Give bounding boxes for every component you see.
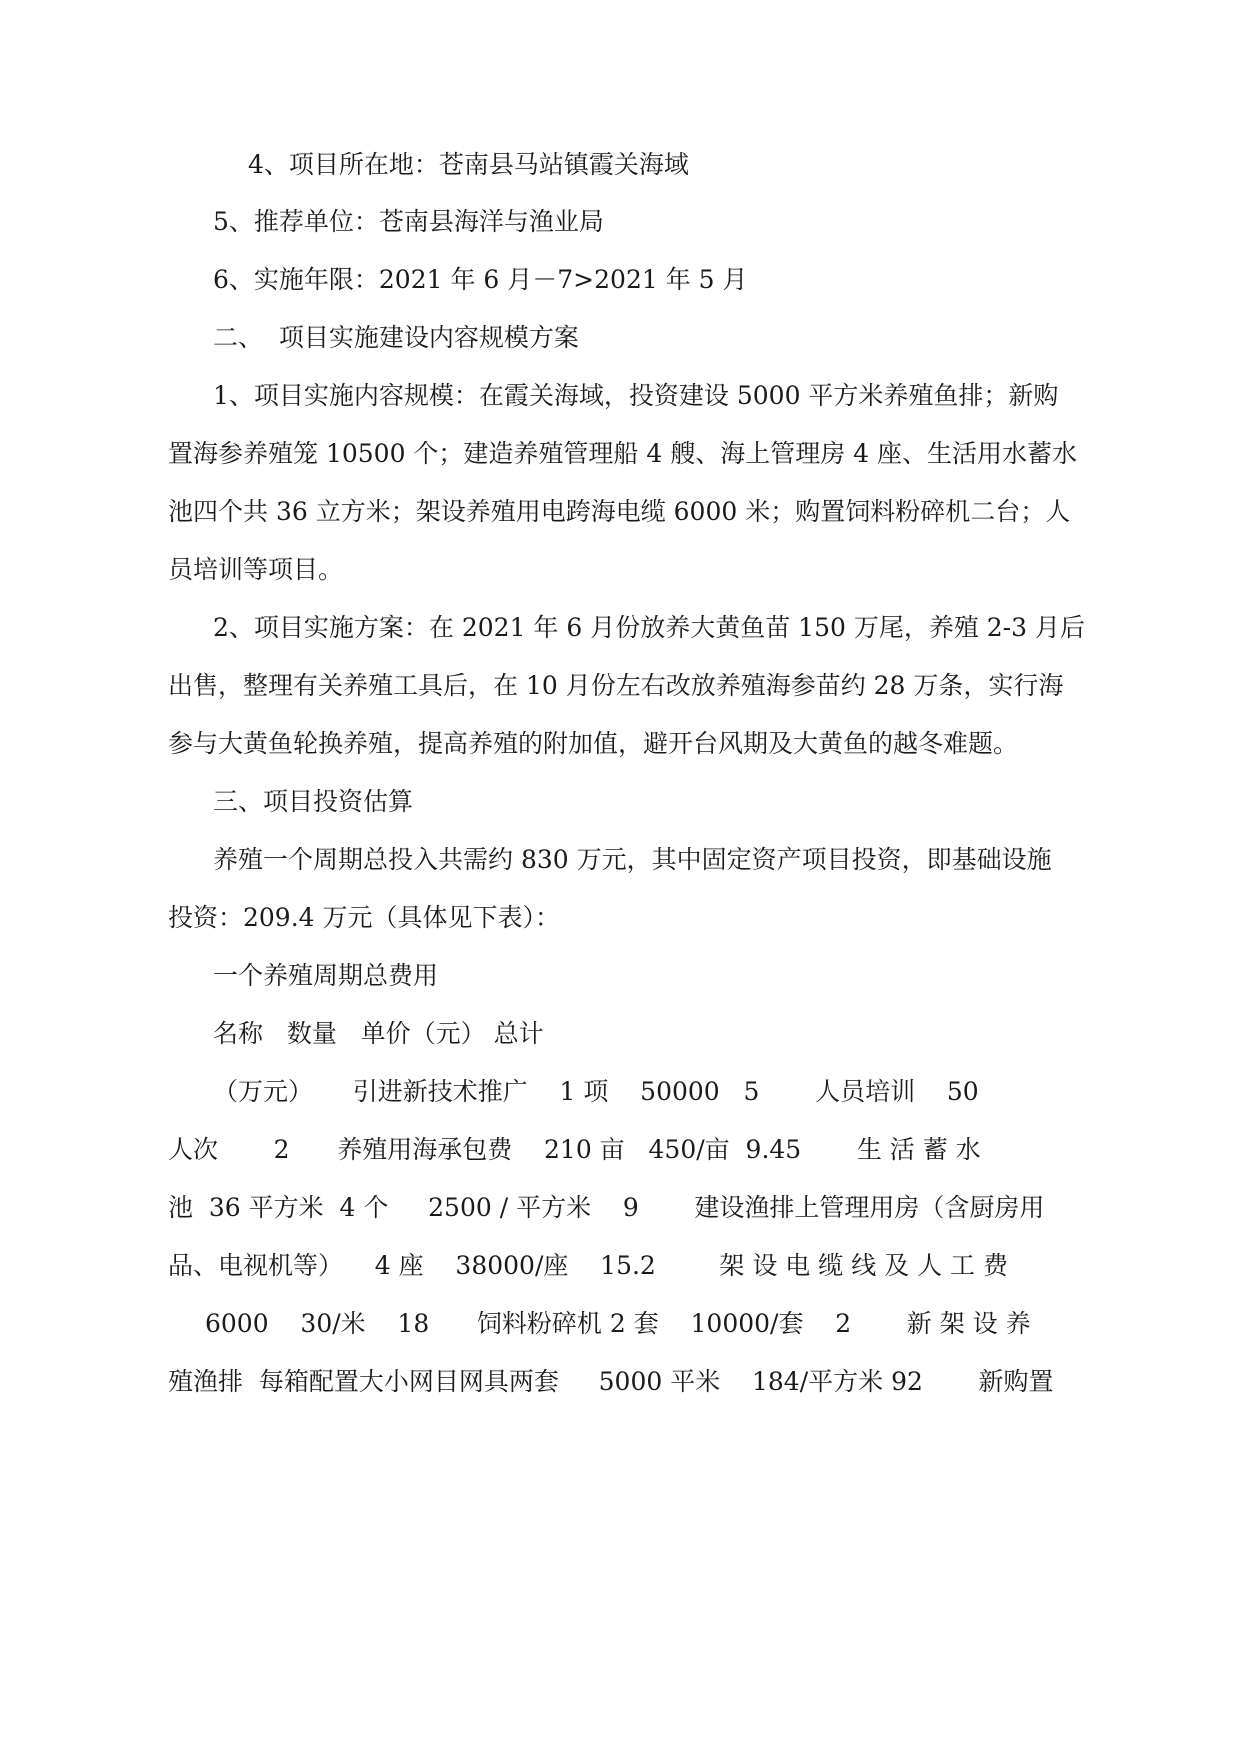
cost-table-text-line-6: 殖渔排 每箱配置大小网目网具两套 5000 平米 184/平方米 92 新购置 xyxy=(168,1367,1054,1396)
section-3-heading: 三、项目投资估算 xyxy=(213,787,414,816)
content-scale-para-line-4: 员培训等项目。 xyxy=(168,555,344,584)
content-scale-para-line-2: 置海参养殖笼 10500 个；建造养殖管理船 4 艘、海上管理房 4 座、生活用水蓄水 xyxy=(168,439,1078,468)
cost-table-text-line-2: 人次 2 养殖用海承包费 210 亩 450/亩 9.45 生 活 蓄 水 xyxy=(168,1135,981,1164)
cost-table-text-line-1: （万元） 引进新技术推广 1 项 50000 5 人员培训 50 xyxy=(213,1077,979,1106)
cost-table-header: 名称 数量 单价（元） 总计 xyxy=(213,1019,544,1048)
content-scale-para-line-3: 池四个共 36 立方米；架设养殖用电跨海电缆 6000 米；购置饲料粉碎机二台；人 xyxy=(168,497,1071,526)
implementation-plan-para-line-2: 出售，整理有关养殖工具后，在 10 月份左右改放养殖海参苗约 28 万条，实行海 xyxy=(168,671,1064,700)
cost-table-text-line-3: 池 36 平方米 4 个 2500 / 平方米 9 建设渔排上管理用房（含厨房用 xyxy=(168,1193,1045,1222)
content-scale-para-line-1: 1、项目实施内容规模：在霞关海域，投资建设 5000 平方米养殖鱼排；新购 xyxy=(213,381,1059,410)
implementation-period-line: 6、实施年限：2021 年 6 月－7>2021 年 5 月 xyxy=(213,265,748,294)
recommending-unit-line: 5、推荐单位：苍南县海洋与渔业局 xyxy=(213,207,604,236)
cycle-cost-heading: 一个养殖周期总费用 xyxy=(213,961,439,990)
investment-para-line-1: 养殖一个周期总投入共需约 830 万元，其中固定资产项目投资，即基础设施 xyxy=(213,845,1052,874)
cost-table-text-line-4: 品、电视机等） 4 座 38000/座 15.2 架 设 电 缆 线 及 人 工 费 xyxy=(168,1251,1008,1280)
investment-para-line-2: 投资：209.4 万元（具体见下表）： xyxy=(168,903,561,932)
implementation-plan-para-line-1: 2、项目实施方案：在 2021 年 6 月份放养大黄鱼苗 150 万尾，养殖 2-3 月后 xyxy=(213,613,1085,642)
section-2-heading: 二、 项目实施建设内容规模方案 xyxy=(213,323,579,352)
project-location-line: 4、项目所在地：苍南县马站镇霞关海域 xyxy=(248,150,689,179)
implementation-plan-para-line-3: 参与大黄鱼轮换养殖，提高养殖的附加值，避开台风期及大黄鱼的越冬难题。 xyxy=(168,729,1019,758)
cost-table-text-line-5: 6000 30/米 18 饲料粉碎机 2 套 10000/套 2 新 架 设 养 xyxy=(205,1309,1031,1338)
